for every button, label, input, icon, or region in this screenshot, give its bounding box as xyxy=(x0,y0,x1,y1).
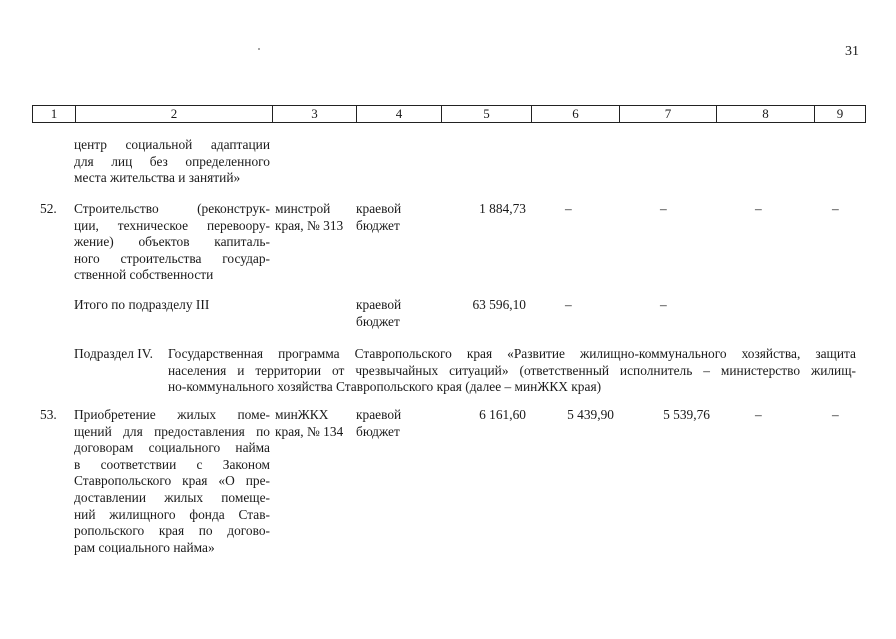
row53-executor-line: минЖКХ xyxy=(275,407,329,422)
subtotal-label: Итого по подразделу III xyxy=(74,297,210,312)
row52-name-line: ственной собственности xyxy=(74,267,214,283)
row53-executor-line: края, № 134 xyxy=(275,423,344,439)
subtotal-source-line: бюджет xyxy=(356,313,400,329)
continuation-line: для лиц без определенного xyxy=(74,153,270,169)
row52-name xyxy=(74,201,270,284)
subsection-label: Подраздел IV. xyxy=(74,346,154,361)
header-col-8: 8 xyxy=(717,106,815,122)
column-number-header xyxy=(32,105,866,123)
subtotal-source xyxy=(356,297,401,330)
header-col-9: 9 xyxy=(836,106,844,121)
header-col-2: 2 xyxy=(76,106,273,122)
continuation-line: места жительства и занятий» xyxy=(74,170,241,186)
row53-name-line: ропольского края по догово- xyxy=(74,523,270,539)
subtotal-source-line: краевой xyxy=(356,297,402,312)
row53-col9: – xyxy=(832,407,839,422)
row53-name-line: ний жилищного фонда Став- xyxy=(74,506,270,522)
row52-source xyxy=(356,201,401,234)
header-col-4: 4 xyxy=(357,106,442,122)
row53-name-line: рам социального найма» xyxy=(74,539,215,555)
row52-col9: – xyxy=(832,201,839,216)
row53-col7: 5 539,76 xyxy=(663,407,710,422)
row53-source xyxy=(356,407,401,440)
scan-speck xyxy=(258,48,260,50)
row52-executor xyxy=(275,201,343,234)
subtotal-col6: – xyxy=(565,297,572,312)
continuation-text xyxy=(74,137,270,187)
row52-source-line: бюджет xyxy=(356,217,400,233)
row52-name-line: жение) объектов капиталь- xyxy=(74,234,270,250)
row52-name-line: ции, техническое перевоору- xyxy=(74,217,270,233)
row53-name-line: Приобретение жилых поме- xyxy=(74,407,270,422)
subsection-text xyxy=(168,346,856,396)
header-col-3: 3 xyxy=(273,106,357,122)
row52-name-line: Строительство (реконструк- xyxy=(74,201,270,216)
header-col-7: 7 xyxy=(620,106,717,122)
page-number: 31 xyxy=(845,44,859,59)
row53-executor xyxy=(275,407,343,440)
header-col-6: 6 xyxy=(532,106,620,122)
header-col-1: 1 xyxy=(33,106,76,122)
row53-col8: – xyxy=(755,407,762,422)
row53-name-line: доставлении жилых помеще- xyxy=(74,489,270,505)
row52-executor-line: края, № 313 xyxy=(275,217,344,233)
header-col-5: 5 xyxy=(442,106,532,122)
row52-number: 52. xyxy=(40,201,57,216)
row53-source-line: краевой xyxy=(356,407,402,422)
continuation-line: центр социальной адаптации xyxy=(74,137,270,152)
row52-col8: – xyxy=(755,201,762,216)
row53-col5: 6 161,60 xyxy=(479,407,526,422)
subtotal-col7: – xyxy=(660,297,667,312)
row52-name-line: ного строительства государ- xyxy=(74,250,270,266)
row52-source-line: краевой xyxy=(356,201,402,216)
row53-col6: 5 439,90 xyxy=(567,407,614,422)
row53-name-line: договорам социального найма xyxy=(74,440,270,456)
row53-source-line: бюджет xyxy=(356,423,400,439)
subsection-line: населения и территории от чрезвычайных ситуаций» (ответственный исполнитель – министерство жилищ- xyxy=(168,362,856,378)
row52-col6: – xyxy=(565,201,572,216)
row52-col5: 1 884,73 xyxy=(479,201,526,216)
subsection-line: но-коммунального хозяйства Ставропольского края (далее – минЖКХ края) xyxy=(168,379,602,395)
row53-name-line: в соответствии с Законом xyxy=(74,456,270,472)
row52-executor-line: минстрой xyxy=(275,201,331,216)
row53-number: 53. xyxy=(40,407,57,422)
subsection-line: Государственная программа Ставропольского края «Развитие жилищно-коммунального хозяйства, защита xyxy=(168,346,856,361)
row53-name xyxy=(74,407,270,556)
row53-name-line: Ставропольского края «О пре- xyxy=(74,473,270,489)
row52-col7: – xyxy=(660,201,667,216)
subtotal-col5: 63 596,10 xyxy=(472,297,526,312)
row53-name-line: щений для предоставления по xyxy=(74,423,270,439)
